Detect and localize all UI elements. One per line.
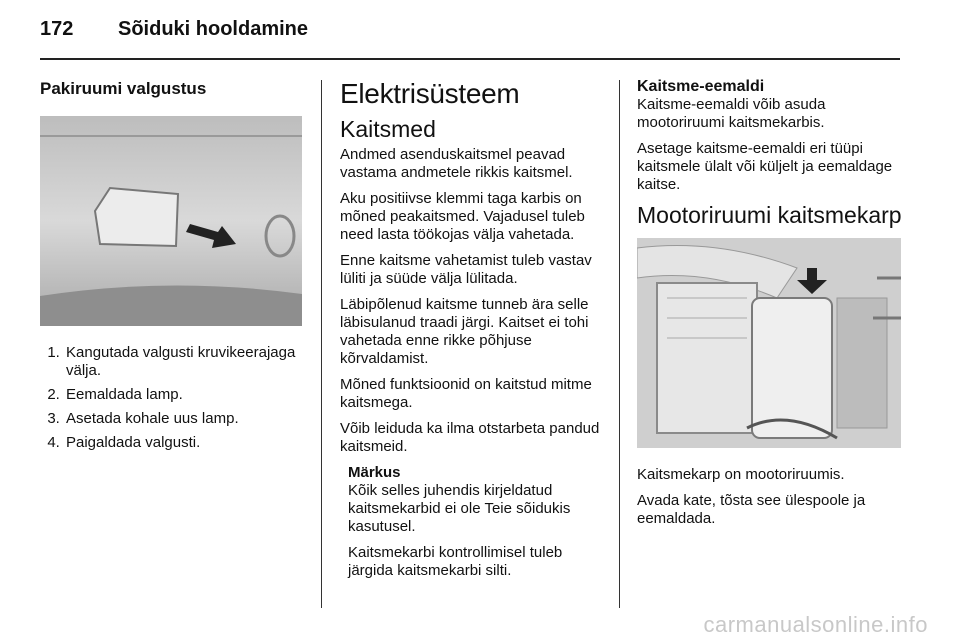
column-divider — [619, 80, 620, 608]
engine-fusebox-photo — [637, 238, 901, 448]
paragraph: Enne kaitsme vahetamist tuleb vastav lüliti ja süüde välja lülitada. — [340, 252, 592, 287]
paragraph: Läbipõlenud kaitsme tunneb ära selle läbisulanud traadi järgi. Kaitset ei tohi vahetada enne rikke põhjuse kõrvaldamist. — [340, 296, 589, 367]
column-trunk-light — [40, 72, 302, 458]
note-box — [348, 464, 606, 580]
header-rule — [40, 58, 900, 60]
note-paragraph: Kõik selles juhendis kirjeldatud kaitsmekarbid ei ole Teie sõidukis kasutusel. — [348, 482, 571, 535]
paragraph: Aku positiivse klemmi taga karbis on mõned peakaitsmed. Vajadusel tuleb need lasta töökojas välja vahetada. — [340, 190, 585, 243]
watermark: carmanualsonline.info — [703, 612, 928, 637]
list-item: 1. Kangutada valgusti kruvikeerajaga välja. — [64, 344, 302, 380]
note-title: Märkus — [348, 464, 401, 481]
column-electrical — [340, 72, 606, 588]
section-heading-engine-fusebox: Mootoriruumi kaitsmekarp — [637, 202, 902, 228]
trunk-light-photo — [40, 116, 302, 326]
paragraph: Mõned funktsioonid on kaitstud mitme kaitsmega. — [340, 376, 592, 411]
section-heading-fuse-extractor: Kaitsme-eemaldi — [637, 78, 765, 95]
page-number: 172 — [40, 18, 74, 40]
trunk-light-illustration — [40, 116, 302, 326]
paragraph: Asetage kaitsme-eemaldi eri tüüpi kaitsmele ülalt või küljelt ja eemaldage kaitse. — [637, 140, 893, 193]
fusebox-illustration — [637, 238, 901, 448]
paragraph: Kaitsme-eemaldi võib asuda mootoriruumi kaitsmekarbis. — [637, 96, 826, 131]
paragraph: Avada kate, tõsta see ülespoole ja eemaldada. — [637, 492, 866, 527]
list-item: 4. Paigaldada valgusti. — [64, 434, 302, 452]
paragraph: Andmed asenduskaitsmel peavad vastama andmetele rikkis kaitsmel. — [340, 146, 573, 181]
section-heading-trunk-light: Pakiruumi valgustus — [40, 79, 207, 98]
chapter-title: Elektrisüsteem — [340, 78, 520, 109]
paragraph: Võib leiduda ka ilma otstarbeta pandud kaitsmeid. — [340, 420, 600, 455]
section-heading-fuses: Kaitsmed — [340, 116, 436, 142]
list-item: 2. Eemaldada lamp. — [64, 386, 302, 404]
trunk-light-steps — [40, 344, 302, 452]
page-title: Sõiduki hooldamine — [118, 18, 309, 40]
list-item: 3. Asetada kohale uus lamp. — [64, 410, 302, 428]
column-fuse-extractor — [637, 72, 903, 536]
page-header — [40, 18, 308, 41]
paragraph: Kaitsmekarp on mootoriruumis. — [637, 466, 845, 483]
column-divider — [321, 80, 322, 608]
note-paragraph: Kaitsmekarbi kontrollimisel tuleb järgida kaitsmekarbi silti. — [348, 544, 563, 579]
